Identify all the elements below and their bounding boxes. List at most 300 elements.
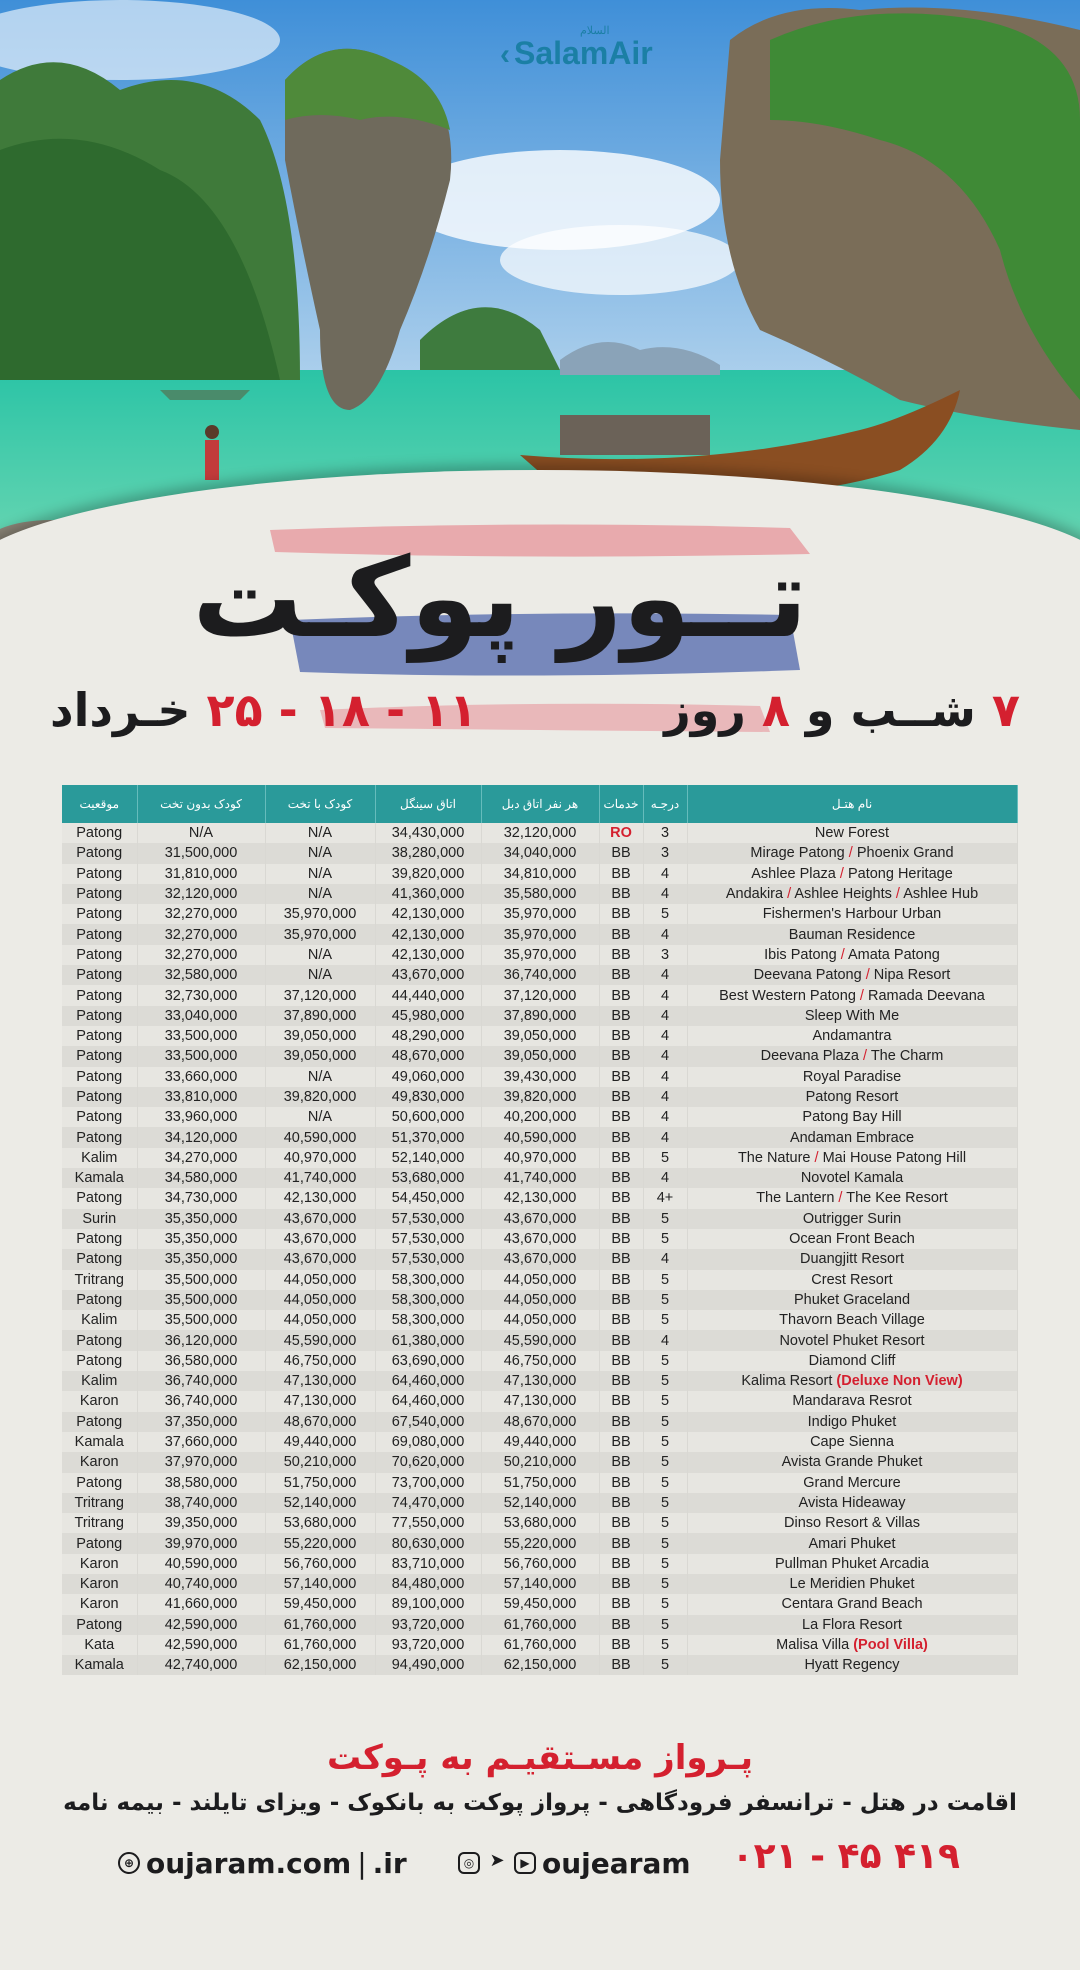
cell-single: 80,630,000 [375, 1533, 481, 1553]
cell-services: BB [599, 1533, 643, 1553]
cell-services: BB [599, 1594, 643, 1614]
cell-double: 61,760,000 [481, 1615, 599, 1635]
cell-child-with-bed: N/A [265, 823, 375, 843]
cell-single: 64,460,000 [375, 1391, 481, 1411]
cell-hotel: Novotel Kamala [687, 1168, 1017, 1188]
cell-hotel: Best Western Patong / Ramada Deevana [687, 985, 1017, 1005]
cell-hotel: Dinso Resort & Villas [687, 1513, 1017, 1533]
cell-services: BB [599, 1513, 643, 1533]
cell-child-with-bed: 40,970,000 [265, 1148, 375, 1168]
table-row [62, 1371, 1017, 1391]
cell-single: 54,450,000 [375, 1188, 481, 1208]
cell-double: 39,050,000 [481, 1046, 599, 1066]
cell-services: BB [599, 1330, 643, 1350]
cell-child-with-bed: 53,680,000 [265, 1513, 375, 1533]
cell-grade: 5 [643, 1391, 687, 1411]
cell-child-with-bed: 37,120,000 [265, 985, 375, 1005]
services-list: اقامت در هتل - ترانسفر فرودگاهی - پرواز پوکت به بانکوک - ویزای تایلند - بیمه نامه [63, 1790, 1017, 1816]
cell-location: Kalim [62, 1371, 137, 1391]
cell-hotel: Andaman Embrace [687, 1127, 1017, 1147]
cell-services: RO [599, 823, 643, 843]
hotel-separator: / [834, 1190, 847, 1207]
cell-grade: 5 [643, 1655, 687, 1675]
table-row [62, 1270, 1017, 1290]
hotel-separator: / [836, 946, 848, 963]
duration [664, 680, 1020, 740]
cell-double: 62,150,000 [481, 1655, 599, 1675]
cell-double: 35,970,000 [481, 924, 599, 944]
cell-location: Patong [62, 1330, 137, 1350]
cell-child-no-bed: 36,120,000 [137, 1330, 265, 1350]
page-title: تــور پوکـت [192, 534, 808, 662]
cell-hotel: Andamantra [687, 1026, 1017, 1046]
cell-services: BB [599, 1391, 643, 1411]
cell-child-no-bed: 34,580,000 [137, 1168, 265, 1188]
cell-grade: 4 [643, 1026, 687, 1046]
cell-child-with-bed: 57,140,000 [265, 1574, 375, 1594]
cell-child-no-bed: 34,270,000 [137, 1148, 265, 1168]
cell-services: BB [599, 1290, 643, 1310]
hotel-separator: / [891, 886, 904, 903]
cell-child-no-bed: 36,740,000 [137, 1391, 265, 1411]
days-text: روز [664, 683, 746, 737]
table-row [62, 1513, 1017, 1533]
cell-child-with-bed: 50,210,000 [265, 1452, 375, 1472]
cell-location: Kalim [62, 1310, 137, 1330]
hotel-separator: / [810, 1149, 823, 1166]
social-handle: oujearam [542, 1846, 691, 1880]
cell-child-with-bed: N/A [265, 843, 375, 863]
cell-services: BB [599, 1148, 643, 1168]
cell-hotel: The Lantern / The Kee Resort [687, 1188, 1017, 1208]
cell-hotel: Fishermen's Harbour Urban [687, 904, 1017, 924]
cell-location: Patong [62, 1046, 137, 1066]
cell-services: BB [599, 1067, 643, 1087]
cell-child-no-bed: 40,590,000 [137, 1554, 265, 1574]
cell-child-no-bed: 38,580,000 [137, 1473, 265, 1493]
cell-child-with-bed: 47,130,000 [265, 1371, 375, 1391]
room-type-note: (Pool Villa) [849, 1637, 928, 1654]
hotel-separator: / [783, 886, 795, 903]
cell-location: Karon [62, 1574, 137, 1594]
cell-child-no-bed: 32,270,000 [137, 924, 265, 944]
cell-double: 49,440,000 [481, 1432, 599, 1452]
cell-double: 47,130,000 [481, 1371, 599, 1391]
cell-double: 43,670,000 [481, 1249, 599, 1269]
cell-grade: 5 [643, 1310, 687, 1330]
cell-child-with-bed: N/A [265, 945, 375, 965]
cell-services: BB [599, 1615, 643, 1635]
cell-location: Patong [62, 1351, 137, 1371]
cell-services: BB [599, 1127, 643, 1147]
hotel-separator: / [844, 845, 857, 862]
cell-grade: 5 [643, 1554, 687, 1574]
cell-single: 83,710,000 [375, 1554, 481, 1574]
col-location: موقعیت [62, 785, 137, 823]
cell-location: Patong [62, 1026, 137, 1046]
cell-services: BB [599, 864, 643, 884]
cell-child-no-bed: 36,740,000 [137, 1371, 265, 1391]
website-divider-icon: | [357, 1846, 367, 1880]
cell-location: Patong [62, 1188, 137, 1208]
website-suffix: .ir [372, 1846, 407, 1880]
cell-single: 58,300,000 [375, 1310, 481, 1330]
cell-hotel: Ashlee Plaza / Patong Heritage [687, 864, 1017, 884]
cell-double: 35,970,000 [481, 945, 599, 965]
cell-hotel: Patong Bay Hill [687, 1107, 1017, 1127]
cell-double: 34,040,000 [481, 843, 599, 863]
table-row [62, 1168, 1017, 1188]
cell-child-no-bed: 37,660,000 [137, 1432, 265, 1452]
cell-double: 35,580,000 [481, 884, 599, 904]
cell-double: 39,820,000 [481, 1087, 599, 1107]
cell-hotel: Patong Resort [687, 1087, 1017, 1107]
cell-hotel: Sleep With Me [687, 1006, 1017, 1026]
cell-double: 40,590,000 [481, 1127, 599, 1147]
cell-location: Tritrang [62, 1493, 137, 1513]
cell-child-with-bed: 43,670,000 [265, 1209, 375, 1229]
cell-child-with-bed: 35,970,000 [265, 904, 375, 924]
table-row [62, 1127, 1017, 1147]
cell-double: 45,590,000 [481, 1330, 599, 1350]
days-number: ۸ [761, 683, 790, 737]
salamair-logo [500, 22, 700, 72]
cell-child-no-bed: 35,500,000 [137, 1270, 265, 1290]
cell-grade: 4 [643, 965, 687, 985]
phone-number[interactable]: ۰۲۱ - ۴۵ ۴۱۹ [731, 1836, 960, 1877]
cell-single: 74,470,000 [375, 1493, 481, 1513]
cell-services: BB [599, 1635, 643, 1655]
direct-flight-headline: پـرواز مسـتقیـم به پـوکت [326, 1738, 754, 1778]
cell-grade: 5 [643, 1290, 687, 1310]
table-row [62, 1493, 1017, 1513]
cell-location: Patong [62, 1249, 137, 1269]
col-child-with-bed: کودک با تخت [265, 785, 375, 823]
website-contact[interactable] [118, 1838, 407, 1888]
room-type-note: (Deluxe Non View) [832, 1373, 963, 1390]
cell-single: 48,290,000 [375, 1026, 481, 1046]
cell-child-with-bed: 40,590,000 [265, 1127, 375, 1147]
cell-single: 77,550,000 [375, 1513, 481, 1533]
cell-single: 53,680,000 [375, 1168, 481, 1188]
cell-grade: 4 [643, 1249, 687, 1269]
col-services: خدمات [599, 785, 643, 823]
table-body [62, 823, 1017, 1675]
hotel-separator: / [835, 865, 848, 882]
cell-grade: 4 [643, 1107, 687, 1127]
cell-grade: 5 [643, 1574, 687, 1594]
cell-location: Karon [62, 1554, 137, 1574]
cell-double: 39,430,000 [481, 1067, 599, 1087]
cell-child-with-bed: 61,760,000 [265, 1615, 375, 1635]
cell-grade: 5 [643, 1229, 687, 1249]
brand-name: SalamAir [514, 35, 653, 71]
hotel-separator: / [855, 987, 868, 1004]
table-row [62, 823, 1017, 843]
cell-single: 49,830,000 [375, 1087, 481, 1107]
cell-child-with-bed: 42,130,000 [265, 1188, 375, 1208]
table-row [62, 1473, 1017, 1493]
cell-grade: 4 [643, 1046, 687, 1066]
date-3: ۲۵ [206, 683, 263, 737]
table-row [62, 1351, 1017, 1371]
table-row [62, 1635, 1017, 1655]
cell-location: Patong [62, 1412, 137, 1432]
cell-single: 52,140,000 [375, 1148, 481, 1168]
table-row [62, 1209, 1017, 1229]
cell-hotel: Phuket Graceland [687, 1290, 1017, 1310]
cell-single: 38,280,000 [375, 843, 481, 863]
table-row [62, 884, 1017, 904]
cell-child-no-bed: 37,970,000 [137, 1452, 265, 1472]
cell-grade: 5 [643, 1615, 687, 1635]
cell-child-with-bed: 39,050,000 [265, 1046, 375, 1066]
table-row [62, 1655, 1017, 1675]
cell-location: Patong [62, 1229, 137, 1249]
cell-hotel: Deevana Patong / Nipa Resort [687, 965, 1017, 985]
cell-services: BB [599, 884, 643, 904]
hotel-separator: / [858, 1048, 871, 1065]
cell-double: 52,140,000 [481, 1493, 599, 1513]
cell-services: BB [599, 1249, 643, 1269]
cell-hotel: Outrigger Surin [687, 1209, 1017, 1229]
cell-location: Kalim [62, 1148, 137, 1168]
table-row [62, 1391, 1017, 1411]
cell-hotel: Ibis Patong / Amata Patong [687, 945, 1017, 965]
social-contact[interactable] [458, 1838, 691, 1888]
cell-single: 42,130,000 [375, 904, 481, 924]
cell-grade: 4 [643, 1330, 687, 1350]
cell-services: BB [599, 1473, 643, 1493]
price-table-container [62, 785, 1017, 1675]
table-row [62, 1615, 1017, 1635]
cell-location: Patong [62, 1087, 137, 1107]
cell-single: 42,130,000 [375, 945, 481, 965]
table-row [62, 1554, 1017, 1574]
cell-child-no-bed: 36,580,000 [137, 1351, 265, 1371]
cell-child-with-bed: N/A [265, 965, 375, 985]
cell-hotel: The Nature / Mai House Patong Hill [687, 1148, 1017, 1168]
cell-single: 42,130,000 [375, 924, 481, 944]
cell-grade: 4 [643, 864, 687, 884]
cell-services: BB [599, 1574, 643, 1594]
cell-grade: 5 [643, 1452, 687, 1472]
cell-grade: 5 [643, 1148, 687, 1168]
cell-location: Patong [62, 823, 137, 843]
cell-services: BB [599, 1412, 643, 1432]
cell-single: 57,530,000 [375, 1209, 481, 1229]
cell-single: 51,370,000 [375, 1127, 481, 1147]
cell-child-no-bed: 32,270,000 [137, 904, 265, 924]
table-row [62, 924, 1017, 944]
cell-child-no-bed: 35,350,000 [137, 1229, 265, 1249]
cell-services: BB [599, 945, 643, 965]
cell-child-no-bed: 32,270,000 [137, 945, 265, 965]
cell-grade: 5 [643, 1209, 687, 1229]
cell-services: BB [599, 1655, 643, 1675]
cell-double: 59,450,000 [481, 1594, 599, 1614]
cell-services: BB [599, 1493, 643, 1513]
cell-grade: 5 [643, 1270, 687, 1290]
cell-single: 61,380,000 [375, 1330, 481, 1350]
cell-single: 84,480,000 [375, 1574, 481, 1594]
table-row [62, 1533, 1017, 1553]
cell-child-no-bed: 41,660,000 [137, 1594, 265, 1614]
cell-hotel: New Forest [687, 823, 1017, 843]
salamair-logo-mark-icon: ‹ [500, 38, 510, 71]
cell-hotel: Amari Phuket [687, 1533, 1017, 1553]
table-row [62, 1574, 1017, 1594]
table-row [62, 1432, 1017, 1452]
cell-services: BB [599, 1168, 643, 1188]
cell-grade: 4 [643, 1168, 687, 1188]
cell-location: Patong [62, 965, 137, 985]
cell-child-with-bed: N/A [265, 864, 375, 884]
cell-child-no-bed: 40,740,000 [137, 1574, 265, 1594]
table-row [62, 1006, 1017, 1026]
cell-single: 57,530,000 [375, 1249, 481, 1269]
cell-double: 36,740,000 [481, 965, 599, 985]
cell-hotel: Hyatt Regency [687, 1655, 1017, 1675]
cell-child-no-bed: 38,740,000 [137, 1493, 265, 1513]
cell-single: 63,690,000 [375, 1351, 481, 1371]
cell-double: 48,670,000 [481, 1412, 599, 1432]
cell-location: Kamala [62, 1655, 137, 1675]
cell-double: 37,890,000 [481, 1006, 599, 1026]
brand-arabic: السلام [580, 25, 610, 37]
cell-double: 56,760,000 [481, 1554, 599, 1574]
cell-hotel: Centara Grand Beach [687, 1594, 1017, 1614]
cell-double: 50,210,000 [481, 1452, 599, 1472]
cell-location: Kamala [62, 1168, 137, 1188]
cell-location: Tritrang [62, 1270, 137, 1290]
cell-double: 37,120,000 [481, 985, 599, 1005]
cell-location: Patong [62, 1473, 137, 1493]
cell-child-with-bed: 46,750,000 [265, 1351, 375, 1371]
cell-double: 51,750,000 [481, 1473, 599, 1493]
cell-single: 41,360,000 [375, 884, 481, 904]
cell-hotel: Grand Mercure [687, 1473, 1017, 1493]
table-row [62, 1452, 1017, 1472]
table-row [62, 1026, 1017, 1046]
table-row [62, 904, 1017, 924]
cell-hotel: Mirage Patong / Phoenix Grand [687, 843, 1017, 863]
cell-location: Patong [62, 843, 137, 863]
table-row [62, 1067, 1017, 1087]
cell-child-with-bed: N/A [265, 884, 375, 904]
cell-location: Patong [62, 1290, 137, 1310]
cell-child-with-bed: 48,670,000 [265, 1412, 375, 1432]
cell-child-no-bed: 34,730,000 [137, 1188, 265, 1208]
cell-grade: 5 [643, 1432, 687, 1452]
cell-single: 44,440,000 [375, 985, 481, 1005]
cell-child-with-bed: N/A [265, 1107, 375, 1127]
cell-child-no-bed: 33,960,000 [137, 1107, 265, 1127]
cell-hotel: La Flora Resort [687, 1615, 1017, 1635]
cell-grade: 5 [643, 904, 687, 924]
cell-child-with-bed: 45,590,000 [265, 1330, 375, 1350]
cell-single: 50,600,000 [375, 1107, 481, 1127]
cell-services: BB [599, 1452, 643, 1472]
cell-double: 40,200,000 [481, 1107, 599, 1127]
cell-location: Patong [62, 864, 137, 884]
cell-child-no-bed: 37,350,000 [137, 1412, 265, 1432]
tour-dates [50, 680, 477, 740]
cell-hotel: Crest Resort [687, 1270, 1017, 1290]
cell-services: BB [599, 1310, 643, 1330]
cell-double: 61,760,000 [481, 1635, 599, 1655]
cell-grade: 4 [643, 924, 687, 944]
cell-grade: 5 [643, 1594, 687, 1614]
cell-child-no-bed: 33,660,000 [137, 1067, 265, 1087]
date-sep-1: - [385, 683, 406, 737]
cell-hotel: Indigo Phuket [687, 1412, 1017, 1432]
cell-double: 53,680,000 [481, 1513, 599, 1533]
cell-services: BB [599, 1229, 643, 1249]
cell-child-no-bed: 33,500,000 [137, 1026, 265, 1046]
instagram-icon: ◎ [458, 1852, 480, 1874]
cell-child-with-bed: 59,450,000 [265, 1594, 375, 1614]
cell-single: 64,460,000 [375, 1371, 481, 1391]
cell-hotel: Diamond Cliff [687, 1351, 1017, 1371]
price-table [62, 785, 1018, 1675]
cell-child-no-bed: 42,590,000 [137, 1635, 265, 1655]
cell-child-with-bed: 61,760,000 [265, 1635, 375, 1655]
cell-child-no-bed: 32,730,000 [137, 985, 265, 1005]
col-child-no-bed: کودک بدون تخت [137, 785, 265, 823]
nights-text: شــب و [805, 683, 976, 737]
cell-hotel: Royal Paradise [687, 1067, 1017, 1087]
cell-child-with-bed: 43,670,000 [265, 1229, 375, 1249]
col-grade: درجـه [643, 785, 687, 823]
cell-services: BB [599, 1046, 643, 1066]
cell-double: 44,050,000 [481, 1290, 599, 1310]
cell-grade: 5 [643, 1493, 687, 1513]
cell-double: 43,670,000 [481, 1209, 599, 1229]
table-row [62, 1107, 1017, 1127]
cell-services: BB [599, 1371, 643, 1391]
cell-child-with-bed: 39,820,000 [265, 1087, 375, 1107]
cell-grade: 5 [643, 1351, 687, 1371]
cell-location: Surin [62, 1209, 137, 1229]
cell-services: BB [599, 1026, 643, 1046]
cell-grade: 4 [643, 1127, 687, 1147]
cell-single: 93,720,000 [375, 1635, 481, 1655]
cell-single: 43,670,000 [375, 965, 481, 985]
cell-grade: 4 [643, 1006, 687, 1026]
cell-services: BB [599, 1351, 643, 1371]
cell-double: 39,050,000 [481, 1026, 599, 1046]
cell-services: BB [599, 1432, 643, 1452]
cell-child-no-bed: 31,500,000 [137, 843, 265, 863]
month: خـرداد [50, 683, 191, 737]
cell-child-with-bed: N/A [265, 1067, 375, 1087]
date-2: ۱۸ [313, 683, 370, 737]
cell-grade: 3 [643, 945, 687, 965]
cell-grade: 4 [643, 1087, 687, 1107]
cell-location: Patong [62, 884, 137, 904]
cell-child-no-bed: 35,350,000 [137, 1209, 265, 1229]
cell-single: 45,980,000 [375, 1006, 481, 1026]
table-row [62, 985, 1017, 1005]
cell-child-no-bed: 35,500,000 [137, 1310, 265, 1330]
table-row [62, 965, 1017, 985]
table-row [62, 1148, 1017, 1168]
table-row [62, 1412, 1017, 1432]
cell-hotel: Pullman Phuket Arcadia [687, 1554, 1017, 1574]
cell-child-no-bed: 39,350,000 [137, 1513, 265, 1533]
cell-grade: 4 [643, 985, 687, 1005]
